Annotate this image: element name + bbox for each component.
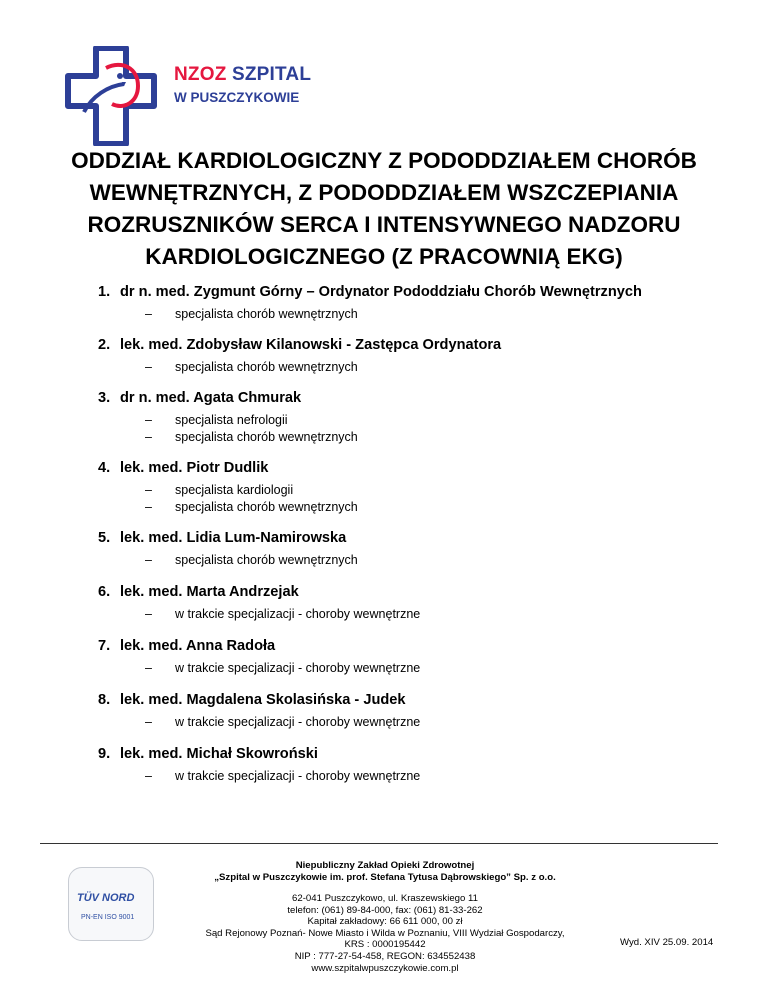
dash-bullet: –	[145, 715, 152, 729]
detail-text: specjalista chorób wewnętrznych	[175, 360, 358, 374]
doctor-name	[98, 584, 299, 600]
doctor-name-text: dr n. med. Zygmunt Górny – Ordynator Pododdziału Chorób Wewnętrznych	[120, 284, 642, 300]
item-number: 8.	[98, 692, 111, 708]
detail-text: w trakcie specjalizacji - choroby wewnętrzne	[175, 607, 421, 621]
detail-text: specjalista kardiologii	[175, 483, 294, 497]
document-version: Wyd. XIV 25.09. 2014	[620, 937, 714, 948]
dash-bullet: –	[145, 553, 152, 567]
doctor-name	[98, 692, 406, 708]
doctor-name	[98, 390, 301, 406]
logo-name-blue: SZPITAL	[232, 64, 312, 85]
doctor-name	[98, 460, 268, 476]
dash-bullet: –	[145, 500, 152, 514]
footer-address: 62-041 Puszczykowo, ul. Kraszewskiego 11	[292, 893, 478, 904]
detail-text: specjalista chorób wewnętrznych	[175, 500, 358, 514]
detail-text: specjalista chorób wewnętrznych	[175, 430, 358, 444]
certificate-brand: TÜV NORD	[77, 892, 135, 904]
item-number: 9.	[98, 746, 111, 762]
doctor-detail	[145, 307, 358, 321]
footer-nip: NIP : 777-27-54-458, REGON: 634552438	[294, 950, 476, 962]
footer-court: Sąd Rejonowy Poznań- Nowe Miasto i Wilda w Poznaniu, VIII Wydział Gospodarczy,	[205, 927, 565, 939]
title-line: KARDIOLOGICZNEGO (Z PRACOWNIĄ EKG)	[145, 244, 623, 269]
doctor-detail	[145, 661, 420, 675]
title-line: WEWNĘTRZNYCH, Z PODODDZIAŁEM WSZCZEPIANIA	[89, 180, 679, 205]
dash-bullet: –	[145, 483, 152, 497]
dash-bullet: –	[145, 413, 152, 427]
detail-text: specjalista chorób wewnętrznych	[175, 307, 358, 321]
dash-bullet: –	[145, 430, 152, 444]
certificate-badge	[68, 867, 154, 941]
detail-text: specjalista nefrologii	[175, 413, 288, 427]
doctor-name-text: lek. med. Magdalena Skolasińska - Judek	[120, 692, 406, 708]
doctor-name-text: lek. med. Piotr Dudlik	[120, 460, 269, 476]
doctor-detail	[145, 430, 358, 444]
footer-org	[150, 860, 620, 883]
detail-text: w trakcie specjalizacji - choroby wewnętrzne	[175, 715, 421, 729]
doctor-name	[98, 284, 642, 300]
footer-web: www.szpitalwpuszczykowie.com.pl	[311, 962, 459, 974]
footer-contact	[150, 893, 620, 974]
dash-bullet: –	[145, 307, 152, 321]
doctor-detail	[145, 553, 358, 567]
doctor-detail	[145, 715, 420, 729]
item-number: 4.	[98, 460, 111, 476]
doctor-name-text: dr n. med. Agata Chmurak	[120, 390, 302, 406]
item-number: 7.	[98, 638, 111, 654]
logo-name-red: NZOZ	[174, 64, 227, 85]
logo-title	[174, 64, 311, 86]
footer-divider	[40, 843, 718, 844]
item-number: 5.	[98, 530, 111, 546]
doctor-detail	[145, 607, 420, 621]
item-number: 2.	[98, 337, 111, 353]
doctor-detail	[145, 500, 358, 514]
dash-bullet: –	[145, 607, 152, 621]
item-number: 6.	[98, 584, 111, 600]
doctor-detail	[145, 413, 288, 427]
doctor-detail	[145, 483, 293, 497]
dash-bullet: –	[145, 360, 152, 374]
doctor-name	[98, 746, 318, 762]
footer-org-line: Niepubliczny Zakład Opieki Zdrowotnej	[295, 860, 475, 871]
footer-org-line: „Szpital w Puszczykowie im. prof. Stefana Tytusa Dąbrowskiego” Sp. z o.o.	[214, 871, 556, 883]
footer-capital: Kapitał zakładowy: 66 611 000, 00 zł	[307, 916, 463, 928]
doctor-name	[98, 530, 346, 546]
logo-subtitle: W PUSZCZYKOWIE	[174, 90, 300, 105]
footer-phone: telefon: (061) 89-84-000, fax: (061) 81-33-262	[287, 904, 483, 916]
doctor-detail	[145, 769, 420, 783]
doctor-name	[98, 337, 501, 353]
doctor-detail	[145, 360, 358, 374]
dash-bullet: –	[145, 769, 152, 783]
title-line: ODDZIAŁ KARDIOLOGICZNY Z PODODDZIAŁEM CHORÓB	[71, 148, 697, 173]
doctor-name	[98, 638, 275, 654]
detail-text: specjalista chorób wewnętrznych	[175, 553, 358, 567]
detail-text: w trakcie specjalizacji - choroby wewnętrzne	[175, 661, 421, 675]
doctor-name-text: lek. med. Zdobysław Kilanowski - Zastępca Ordynatora	[120, 337, 502, 353]
dash-bullet: –	[145, 661, 152, 675]
detail-text: w trakcie specjalizacji - choroby wewnętrzne	[175, 769, 421, 783]
item-number: 3.	[98, 390, 111, 406]
footer-krs: KRS : 0000195442	[344, 939, 426, 951]
doctor-name-text: lek. med. Marta Andrzejak	[120, 584, 299, 600]
hospital-logo	[62, 46, 322, 146]
doctor-name-text: lek. med. Lidia Lum-Namirowska	[120, 530, 347, 546]
doctor-name-text: lek. med. Anna Radoła	[120, 638, 276, 654]
certificate-standard: PN-EN ISO 9001	[81, 914, 135, 921]
doctor-name-text: lek. med. Michał Skowroński	[120, 746, 318, 762]
title-line: ROZRUSZNIKÓW SERCA I INTENSYWNEGO NADZORU	[87, 212, 681, 237]
page-title	[40, 145, 728, 273]
item-number: 1.	[98, 284, 111, 300]
cross-bird-icon	[62, 46, 172, 146]
